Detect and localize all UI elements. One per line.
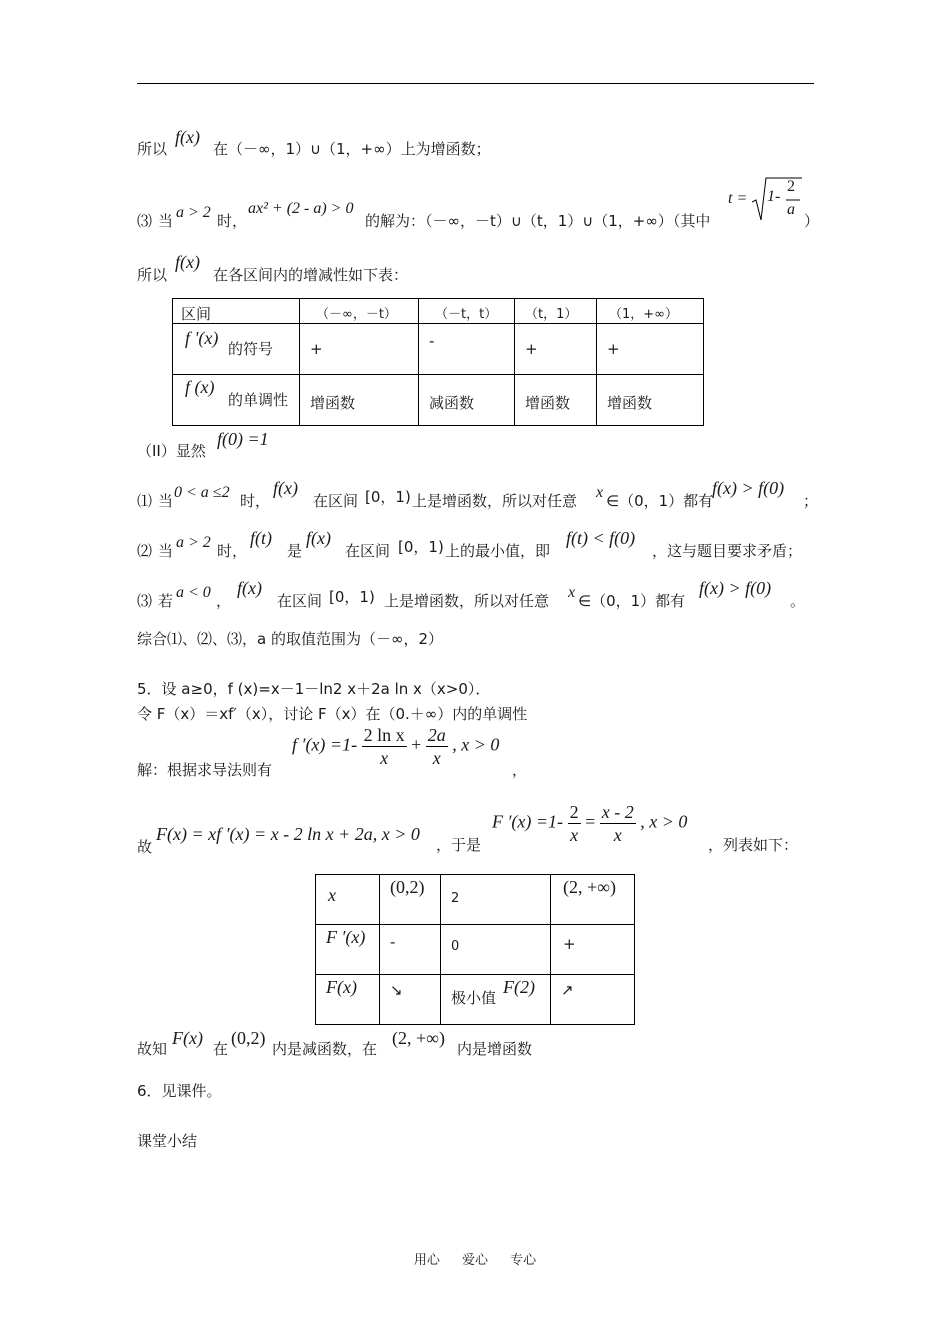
c1-shi: 时， bbox=[240, 492, 271, 510]
monotonicity-label: 的单调性 bbox=[228, 391, 289, 409]
c2-end: ，这与题目要求矛盾； bbox=[652, 542, 803, 560]
table2-cell: 极小值 bbox=[451, 989, 497, 1007]
fprime-label: f '(x) bbox=[185, 328, 219, 348]
header-rule bbox=[137, 83, 814, 84]
table1-header: （－∞，－t） bbox=[316, 307, 397, 322]
conclusion-t2: 内是增函数 bbox=[457, 1040, 533, 1058]
table1-cell: 增函数 bbox=[525, 394, 571, 412]
table1-cell: 增函数 bbox=[607, 394, 653, 412]
table1-cell: 减函数 bbox=[429, 394, 475, 412]
table1-header: （1，+∞） bbox=[609, 307, 678, 322]
c2-fx: f(x) bbox=[306, 528, 331, 548]
c1-fx: f(x) bbox=[273, 478, 298, 498]
c2-shi: 时， bbox=[217, 542, 248, 560]
table2-cell: + bbox=[563, 935, 576, 953]
Fprime-equation bbox=[492, 801, 687, 846]
summary: 综合⑴、⑵、⑶，a 的取值范围为（－∞，2） bbox=[137, 630, 444, 648]
table2-cell: x bbox=[328, 885, 336, 905]
Fp-lhs: F ′(x) =1- bbox=[492, 811, 564, 832]
c3-ineq: f(x) > f(0) bbox=[699, 578, 772, 598]
class-summary: 课堂小结 bbox=[137, 1132, 198, 1150]
part2-eq: f(0) =1 bbox=[217, 429, 269, 449]
line3-fx: f(x) bbox=[175, 252, 200, 272]
c3-t2: 上是增函数，所以对任意 bbox=[384, 592, 550, 610]
Fp-frac1 bbox=[568, 801, 581, 846]
line1-text: 在（－∞，1）∪（1，+∞）上为增函数； bbox=[213, 140, 491, 158]
Fp-frac2 bbox=[600, 801, 636, 846]
table1-cell: 增函数 bbox=[310, 394, 356, 412]
table2-cell: F(x) bbox=[326, 977, 357, 997]
sqrt-den: a bbox=[787, 201, 795, 218]
guzhi: 故知 bbox=[137, 1040, 168, 1058]
fp-den2: x bbox=[432, 748, 441, 768]
c1-t2: 上是增函数，所以对任意 bbox=[412, 492, 578, 510]
c3-x: x bbox=[568, 584, 576, 601]
c3-fx: f(x) bbox=[237, 578, 262, 598]
case3-solution: 的解为：（－∞，－t）∪（t，1）∪（1，+∞）（其中 bbox=[365, 212, 711, 230]
conclusion-F: F(x) bbox=[172, 1028, 203, 1048]
fp-tail: , x > 0 bbox=[452, 734, 500, 755]
footer: 用心 爱心 专心 bbox=[413, 1253, 537, 1268]
table1-cell: - bbox=[429, 332, 435, 350]
c2-dang: 当 bbox=[158, 542, 174, 560]
Fp-eq: = bbox=[585, 811, 596, 832]
table1-cell: + bbox=[310, 340, 323, 358]
q5-jie: 解：根据求导法则有 bbox=[137, 761, 273, 779]
c1-dang: 当 bbox=[158, 492, 174, 510]
monotonicity-table bbox=[172, 298, 704, 426]
table2-cell: - bbox=[390, 933, 396, 951]
Fp-den1: x bbox=[570, 825, 579, 845]
fx-label: f (x) bbox=[185, 377, 215, 397]
c2-ft: f(t) bbox=[250, 528, 272, 548]
table1-header: （－t，t） bbox=[435, 307, 498, 322]
case3-ineq: ax² + (2 - a) > 0 bbox=[248, 200, 354, 217]
fp-frac2 bbox=[426, 724, 448, 769]
c1-t3: ∈（0，1）都有 bbox=[606, 492, 714, 510]
c2-interval: [0，1) bbox=[398, 538, 444, 556]
c3-comma: ， bbox=[216, 592, 232, 610]
conclusion-i1: (0,2) bbox=[231, 1028, 266, 1048]
t-equals: t = bbox=[728, 190, 748, 207]
c1-num: ⑴ bbox=[137, 492, 153, 510]
sqrt-one-minus: 1- bbox=[767, 188, 781, 205]
table2-cell: (0,2) bbox=[390, 877, 425, 897]
table1-header: （t，1） bbox=[525, 307, 578, 322]
fp-frac1 bbox=[362, 724, 407, 769]
table1-header: 区间 bbox=[181, 305, 212, 323]
c2-num: ⑵ bbox=[137, 542, 153, 560]
q5-line2: 令 F（x）＝xf′（x），讨论 F（x）在（0.＋∞）内的单调性 bbox=[137, 705, 528, 723]
c3-t1: 在区间 bbox=[277, 592, 323, 610]
c1-ineq: f(x) > f(0) bbox=[712, 478, 785, 498]
Fp-num2: x - 2 bbox=[601, 802, 634, 822]
min-value: F(2) bbox=[503, 977, 535, 997]
F-equation: F(x) = xf ′(x) = x - 2 ln x + 2a, x > 0 bbox=[156, 824, 420, 844]
c2-ineq: f(t) < f(0) bbox=[566, 528, 636, 548]
c1-interval: [0，1) bbox=[365, 488, 411, 506]
c3-interval: [0，1) bbox=[329, 588, 375, 606]
fp-den1: x bbox=[380, 748, 389, 768]
gu: 故 bbox=[137, 838, 153, 856]
increase-arrow-icon: ↗ bbox=[561, 981, 574, 999]
c2-shi2: 是 bbox=[287, 542, 303, 560]
case3-num: ⑶ bbox=[137, 212, 153, 230]
table2-cell: 0 bbox=[451, 939, 460, 954]
line1-prefix: 所以 bbox=[137, 140, 168, 158]
conclusion-zai: 在 bbox=[213, 1040, 229, 1058]
c3-cond: a < 0 bbox=[176, 584, 211, 601]
c3-end: 。 bbox=[790, 592, 806, 610]
table2-cell: F ′(x) bbox=[326, 927, 366, 947]
liebiao: ，列表如下： bbox=[708, 836, 799, 854]
table2-cell: 2 bbox=[451, 891, 460, 906]
yushi: ，于是 bbox=[436, 836, 482, 854]
fp-plus: + bbox=[411, 734, 422, 755]
c2-t1: 在区间 bbox=[345, 542, 391, 560]
line1-fx: f(x) bbox=[175, 127, 200, 147]
c3-num: ⑶ bbox=[137, 592, 153, 610]
c3-t3: ∈（0，1）都有 bbox=[578, 592, 686, 610]
c2-cond: a > 2 bbox=[176, 534, 211, 551]
conclusion-t1: 内是减函数，在 bbox=[272, 1040, 378, 1058]
sqrt-num: 2 bbox=[787, 178, 795, 195]
fp-num2: 2a bbox=[427, 725, 446, 745]
fp-num1: 2 ln x bbox=[363, 725, 405, 745]
case3-dang: 当 bbox=[158, 212, 174, 230]
derivative-table bbox=[315, 874, 635, 1025]
fp-comma: ， bbox=[512, 761, 528, 779]
sign-label: 的符号 bbox=[228, 340, 274, 358]
c1-cond: 0 < a ≤2 bbox=[174, 484, 230, 501]
c1-end: ； bbox=[803, 492, 819, 510]
fp-lhs: f ′(x) =1- bbox=[292, 734, 358, 755]
case3-cond: a > 2 bbox=[176, 204, 211, 221]
c3-ruo: 若 bbox=[158, 592, 174, 610]
case3-shi: 时， bbox=[217, 212, 248, 230]
Fp-num1: 2 bbox=[569, 802, 579, 822]
Fp-tail: , x > 0 bbox=[640, 811, 688, 832]
table1-cell: + bbox=[525, 340, 538, 358]
conclusion-i2: (2, +∞) bbox=[392, 1028, 445, 1048]
fprime-equation bbox=[292, 724, 499, 769]
q6: 6．见课件。 bbox=[137, 1082, 222, 1100]
c1-x: x bbox=[596, 484, 604, 501]
decrease-arrow-icon: ↘ bbox=[390, 981, 403, 999]
line3-text: 在各区间内的增减性如下表： bbox=[213, 266, 409, 284]
c1-t1: 在区间 bbox=[313, 492, 359, 510]
Fp-den2: x bbox=[613, 825, 622, 845]
close-paren: ） bbox=[804, 212, 820, 230]
line3-prefix: 所以 bbox=[137, 266, 168, 284]
table2-cell: (2, +∞) bbox=[563, 877, 616, 897]
part2-label: （II）显然 bbox=[137, 442, 206, 460]
table1-cell: + bbox=[607, 340, 620, 358]
q5-line1: 5．设 a≥0，f (x)=x－1－ln2 x＋2a ln x（x>0）． bbox=[137, 680, 491, 698]
c2-t2: 上的最小值，即 bbox=[445, 542, 551, 560]
